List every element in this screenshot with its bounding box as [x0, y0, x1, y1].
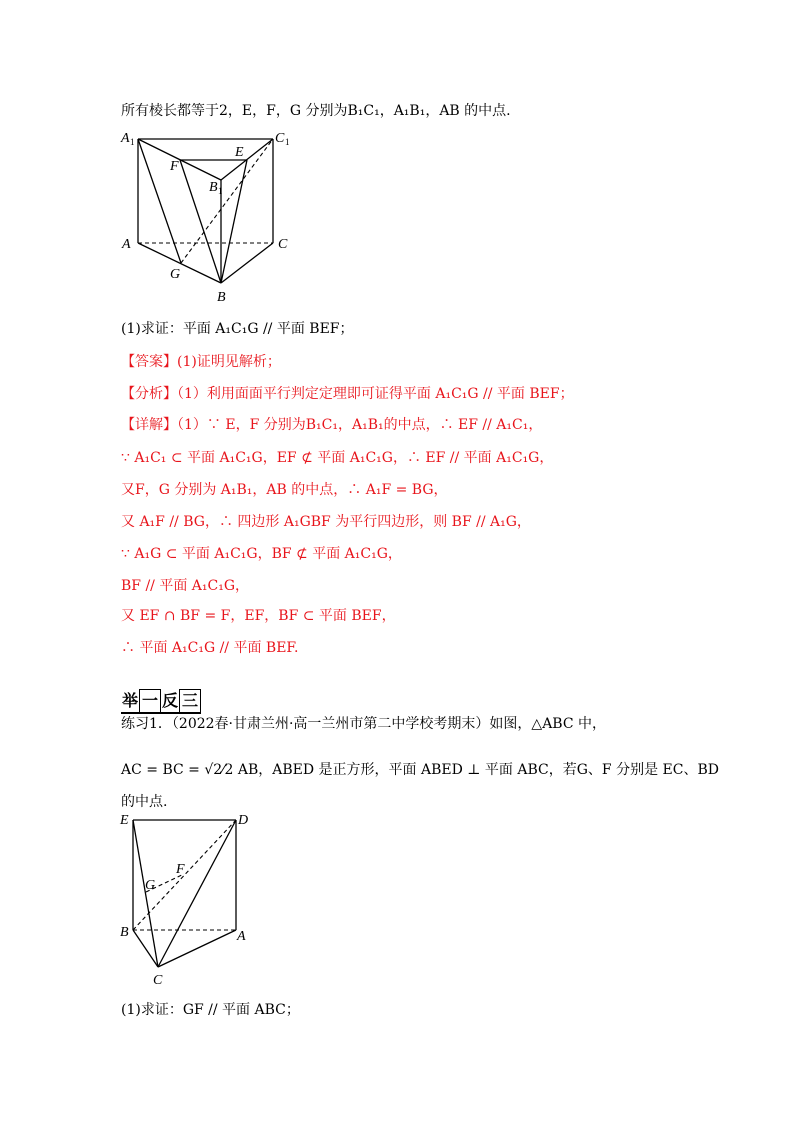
svg-text:1: 1 — [218, 186, 223, 196]
heading-char: 三 — [179, 689, 201, 714]
label-F: F — [170, 159, 179, 174]
prism-figure — [118, 125, 298, 310]
heading-char: 举 — [121, 690, 139, 714]
svg-text:1: 1 — [130, 137, 135, 147]
label-A: A — [122, 237, 131, 252]
detail-line-8: ∴ 平面 A₁C₁G // 平面 BEF. — [121, 640, 299, 656]
label-C1: C — [275, 131, 285, 146]
heading-char: 一 — [139, 689, 161, 714]
detail-line-2: ∵ A₁C₁ ⊂ 平面 A₁C₁G，EF ⊄ 平面 A₁C₁G，∴ EF // 平面 A₁C₁G， — [121, 450, 554, 466]
detail-line-3: 又F，G 分别为 A₁B₁，AB 的中点，∴ A₁F = BG， — [121, 482, 448, 498]
exercise-figure — [118, 810, 258, 990]
label-A1: A — [121, 131, 130, 146]
svg-text:1: 1 — [285, 137, 290, 147]
label-F: F — [176, 862, 185, 877]
detail-line-5: ∵ A₁G ⊂ 平面 A₁C₁G，BF ⊄ 平面 A₁C₁G， — [121, 546, 402, 562]
heading-char: 反 — [161, 690, 179, 714]
label-A: A — [237, 929, 246, 944]
detail-line-6: BF // 平面 A₁C₁G， — [121, 578, 250, 594]
section-heading — [121, 689, 201, 714]
label-B: B — [217, 290, 226, 305]
analysis-text: 【分析】（1）利用面面平行判定定理即可证得平面 A₁C₁G // 平面 BEF； — [121, 386, 574, 402]
label-E: E — [120, 813, 129, 828]
label-G: G — [170, 267, 181, 282]
label-B: B — [120, 925, 129, 940]
answer-text: 【答案】(1)证明见解析； — [121, 354, 281, 370]
label-E: E — [235, 145, 244, 160]
problem-intro: 所有棱长都等于2，E，F，G 分别为B₁C₁，A₁B₁，AB 的中点. — [121, 103, 511, 119]
detail-line-4: 又 A₁F // BG，∴ 四边形 A₁GBF 为平行四边形，则 BF // A₁G， — [121, 514, 531, 530]
exercise-condition: AC = BC = √2⁄2 AB，ABED 是正方形，平面 ABED ⊥ 平面 ABC，若G、F 分别是 EC、BD — [121, 762, 719, 778]
label-D: D — [238, 813, 249, 828]
label-G: G — [145, 878, 156, 893]
exercise-title: 练习1．（2022春·甘肃兰州·高一兰州市第二中学校考期末）如图，△ABC 中， — [121, 716, 607, 732]
detail-line-1: 【详解】（1）∵ E，F 分别为B₁C₁，A₁B₁的中点，∴ EF // A₁C₁， — [121, 417, 543, 433]
exercise-part1: (1)求证：GF // 平面 ABC； — [121, 1002, 300, 1018]
problem-part1: (1)求证：平面 A₁C₁G // 平面 BEF； — [121, 321, 354, 337]
detail-line-7: 又 EF ∩ BF = F，EF，BF ⊂ 平面 BEF， — [121, 608, 396, 624]
label-C: C — [153, 973, 163, 988]
exercise-condition-end: 的中点. — [121, 794, 168, 810]
label-B1: B — [209, 180, 218, 195]
label-C: C — [278, 237, 288, 252]
